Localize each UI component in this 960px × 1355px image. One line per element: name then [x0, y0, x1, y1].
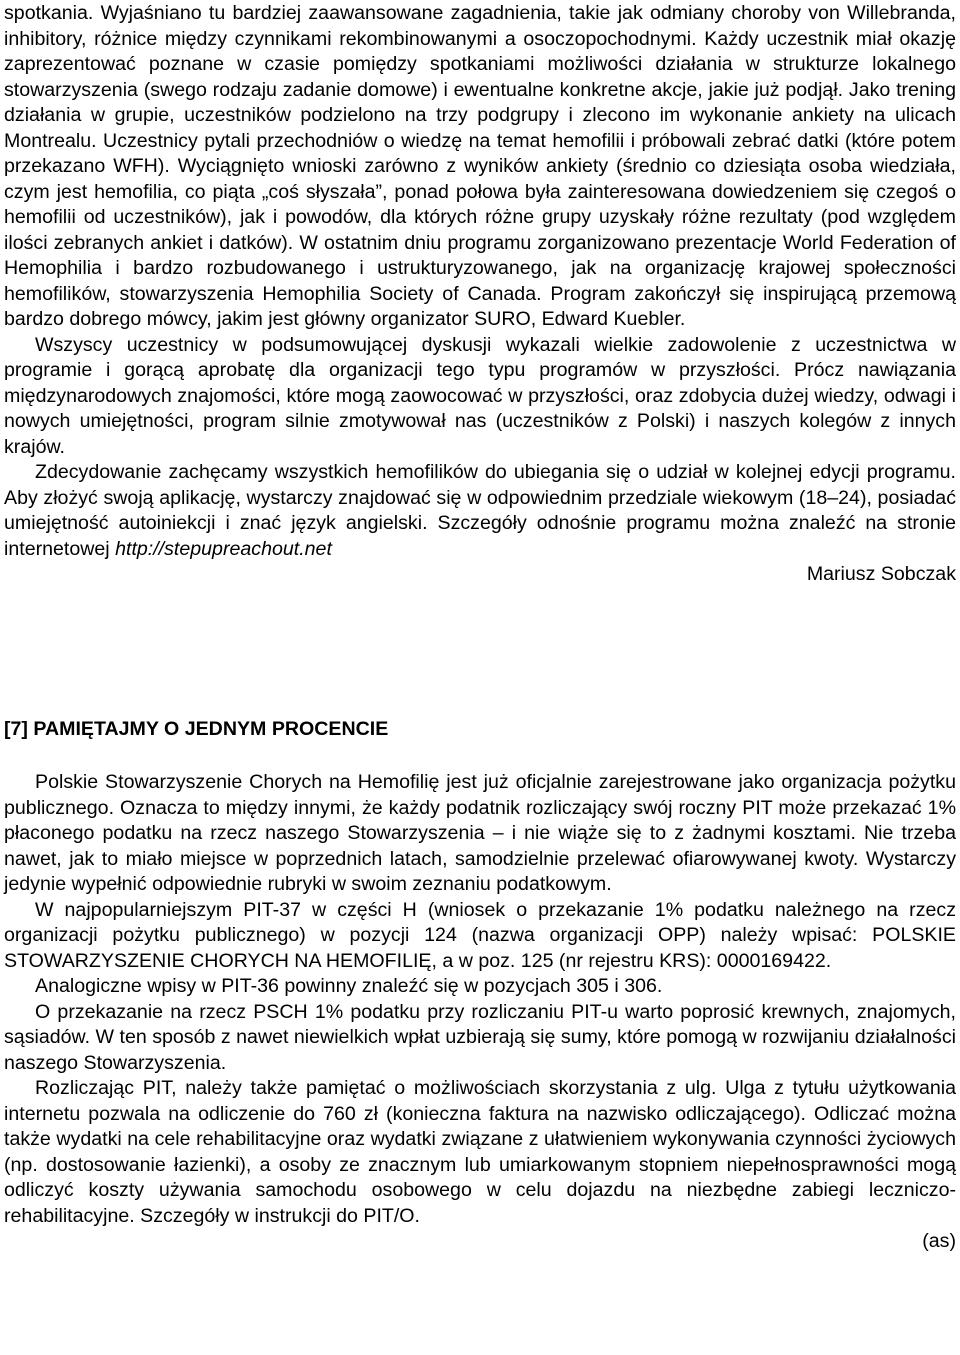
paragraph-opp-registration: Polskie Stowarzyszenie Chorych na Hemofilię jest już oficjalnie zarejestrowane jako organizacja pożytku publicznego. Oznacza to między innymi, że każdy podatnik rozliczający swój roczny PIT może przekazać 1% płaconego podatku na rzecz naszego Stowarzyszenia – i nie wiąże się to z żadnymi kosztami. Nie trzeba nawet, jak to miało miejsce w poprzednich latach, samodzielnie przelewać ofiarowywanej kwoty. Wystarczy jedynie wypełnić odpowiednie rubryki w swoim zeznaniu podatkowym. — [4, 771, 956, 895]
paragraph-encouragement — [4, 460, 956, 562]
paragraph-tax-reliefs: Rozliczając PIT, należy także pamiętać o możliwościach skorzystania z ulg. Ulga z tytułu użytkowania internetu pozwala na odliczenie do 760 zł (konieczna faktura na nazwisko odliczającego). Odliczać można także wydatki na cele rehabilitacyjne oraz wydatki związane z ułatwieniem wykonywania czynności życiowych (np. dostosowanie łazienki), a osoby ze znacznym lub umiarkowanym stopniem niepełnosprawności mogą odliczyć koszty używania samochodu osobowego w celu dojazdu na niezbędne zabiegi leczniczo-rehabilitacyjne. Szczegóły w instrukcji do PIT/O. — [4, 1077, 956, 1227]
paragraph-ask-relatives: O przekazanie na rzecz PSCH 1% podatku przy rozliczaniu PIT-u warto poprosić krewnych, znajomych, sąsiadów. W ten sposób z nawet niewielkich wpłat uzbierają się sumy, które pomogą w rozwijaniu działalności naszego Stowarzyszenia. — [4, 1000, 956, 1074]
paragraph-pit36-instructions: Analogiczne wpisy w PIT-36 powinny znaleźć się w pozycjach 305 i 306. — [35, 975, 663, 997]
paragraph-pit37-instructions: W najpopularniejszym PIT-37 w części H (wniosek o przekazanie 1% podatku należnego na rzecz organizacji pożytku publicznego) w pozycji 124 (nazwa organizacji OPP) należy wpisać: POLSKIE STOWARZYSZENIE CHORYCH NA HEMOFILIĘ, a w poz. 125 (nr rejestru KRS): 0000169422. — [4, 898, 956, 972]
article-one-percent — [4, 770, 956, 1255]
section-heading: [7] PAMIĘTAJMY O JEDNYM PROCENCIE — [4, 718, 389, 740]
paragraph-participants-feedback: Wszyscy uczestnicy w podsumowującej dyskusji wykazali wielkie zadowolenie z uczestnictwa w programie i gorącą aprobatę dla organizacji tego typu programów w przyszłości. Prócz nawiązania międzynarodowych znajomości, które mogą zaowocować w przyszłości, oraz zdobycia dużej wiedzy, odwagi i nowych umiejętności, program silnie zmotywował nas (uczestników z Polski) i naszych kolegów z innych krajów. — [4, 333, 956, 458]
closing-initials: (as) — [922, 1230, 956, 1252]
article-continuation — [4, 0, 956, 588]
program-website-link[interactable]: http://stepupreachout.net — [115, 537, 332, 560]
author-signature: Mariusz Sobczak — [806, 563, 956, 585]
paragraph-program-summary: spotkania. Wyjaśniano tu bardziej zaawansowane zagadnienia, takie jak odmiany choroby von Willebranda, inhibitory, różnice między czynnikami rekombinowanymi a osoczopochodnymi. Każdy uczestnik miał okazję zaprezentować poznane w czasie pomiędzy spotkaniami możliwości działania w strukturze lokalnego stowarzyszenia (swego rodzaju zadanie domowe) i ewentualne konkretne akcje, jakie już podjął. Jako trening działania w grupie, uczestników podzielono na trzy podgrupy i zlecono im wykonanie ankiety na ulicach Montrealu. Uczestnicy pytali przechodniów o wiedzę na temat hemofilii i próbowali zebrać datki (które potem przekazano WFH). Wyciągnięto wnioski zarówno z wyników ankiety (średnio co dziesiąta osoba wiedziała, czym jest hemofilia, co piąta „coś słyszała”, ponad połowa była zainteresowana dowiedzeniem się czegoś o hemofilii od uczestników), jak i powodów, dla których różne grupy uzyskały różne rezultaty (pod względem ilości zebranych ankiet i datków). W ostatnim dniu programu zorganizowano prezentacje World Federation of Hemophilia i bardzo rozbudowanego i ustrukturyzowanego, jak na organizację krajowej społeczności hemofilików, stowarzyszenia Hemophilia Society of Canada. Program zakończył się inspirującą przemową bardzo dobrego mówcy, jakim jest główny organizator SURO, Edward Kuebler. — [4, 2, 956, 330]
encouragement-text: Zdecydowanie zachęcamy wszystkich hemofilików do ubiegania się o udział w kolejnej edycji programu. Aby złożyć swoją aplikację, wystarczy znajdować się w odpowiednim przedziale wiekowym (18–24), posiadać umiejętność autoiniekcji i znać język angielski. Szczegóły odnośnie programu można znaleźć na stronie internetowej — [4, 461, 956, 560]
